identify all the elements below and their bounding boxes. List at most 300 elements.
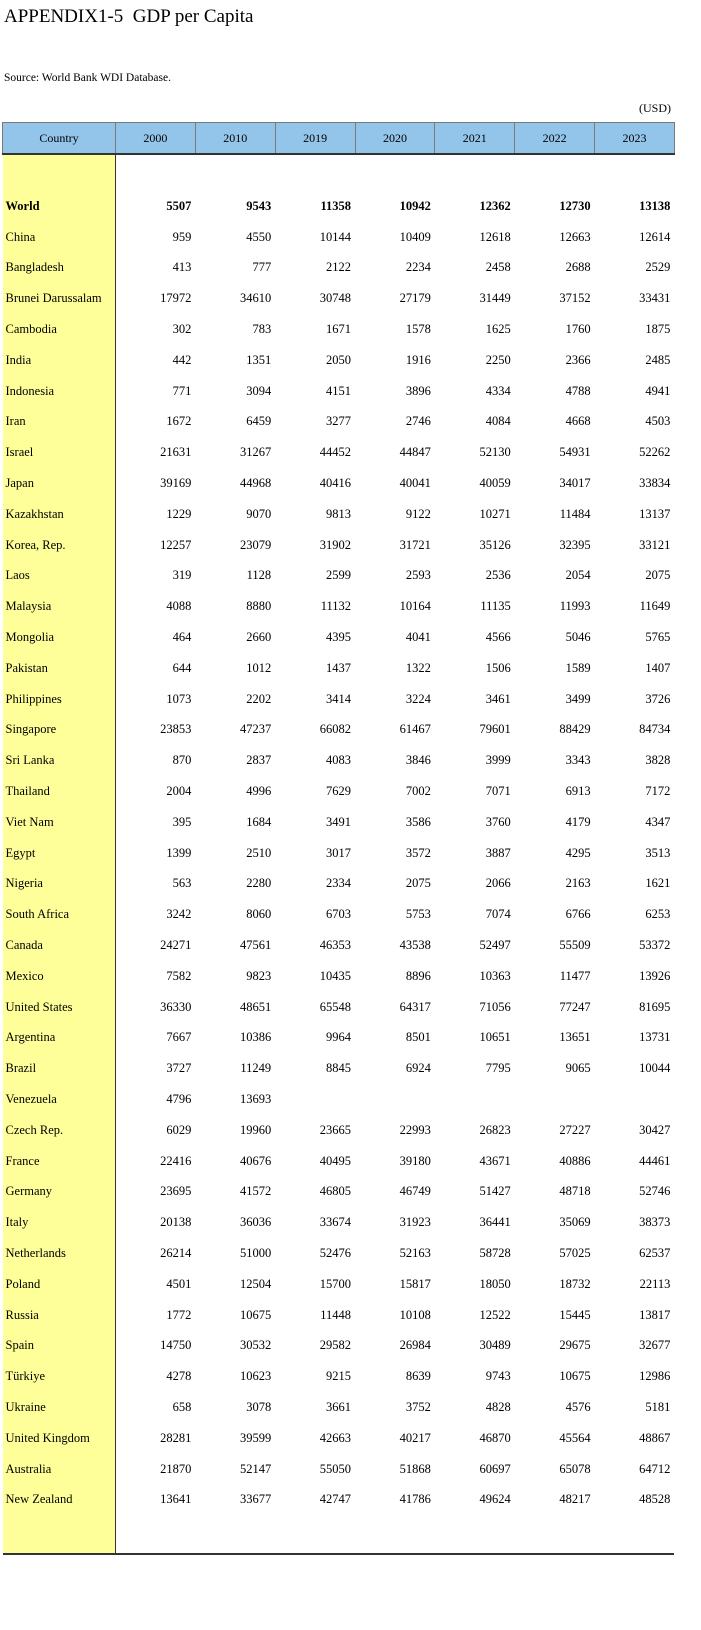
value-cell: 1589: [565, 660, 591, 675]
table-row: [3, 715, 675, 746]
value-cell: 44968: [239, 476, 272, 491]
country-cell: Italy: [3, 1207, 116, 1238]
spacer-cell: [275, 1515, 355, 1554]
column-header: 2023: [595, 123, 675, 155]
value-cell: 84734: [639, 722, 671, 737]
value-cell: 33674: [319, 1215, 352, 1230]
country-cell: Viet Nam: [3, 807, 116, 838]
value-cell: 10044: [639, 1061, 671, 1076]
value-cell: 30532: [239, 1338, 272, 1353]
table-row: [3, 622, 675, 653]
column-header: 2000: [116, 123, 196, 155]
value-cell: 13651: [559, 1030, 591, 1045]
value-cell: 1916: [405, 352, 431, 367]
value-cell: 48867: [639, 1430, 671, 1445]
value-cell: 8639: [405, 1369, 431, 1384]
value-cell: 31267: [239, 445, 272, 460]
spacer-cell: [515, 1515, 595, 1554]
value-cell: 1671: [326, 322, 352, 337]
value-cell: 48528: [639, 1492, 671, 1507]
value-cell: 1351: [246, 352, 272, 367]
value-cell: 54931: [559, 445, 591, 460]
country-cell: Venezuela: [3, 1084, 116, 1115]
value-cell: 9964: [326, 1030, 352, 1045]
value-cell: 13731: [639, 1030, 671, 1045]
table-row: [3, 961, 675, 992]
value-cell: 42747: [319, 1492, 352, 1507]
value-cell: 2688: [565, 260, 591, 275]
value-cell: 1128: [246, 568, 272, 583]
value-cell: 40886: [559, 1153, 591, 1168]
value-cell: 11448: [320, 1307, 352, 1322]
country-cell: Israel: [3, 437, 116, 468]
value-cell: 6459: [246, 414, 272, 429]
value-cell: 21631: [160, 445, 192, 460]
value-cell: 65078: [559, 1461, 591, 1476]
value-cell: 7071: [485, 784, 511, 799]
value-cell: 6029: [166, 1122, 192, 1137]
spacer-cell: [3, 1515, 116, 1554]
value-cell: 3224: [405, 691, 431, 706]
value-cell: 47237: [239, 722, 272, 737]
country-cell: Indonesia: [3, 376, 116, 407]
value-cell: 12504: [239, 1276, 272, 1291]
value-cell: 4347: [645, 814, 671, 829]
value-cell: 12663: [559, 229, 591, 244]
country-cell: Russia: [3, 1300, 116, 1331]
value-cell: 3499: [565, 691, 591, 706]
value-cell: 1229: [166, 506, 192, 521]
value-cell: 22993: [399, 1122, 431, 1137]
value-cell: 10942: [399, 198, 431, 213]
value-cell: 4083: [326, 753, 352, 768]
country-cell: Singapore: [3, 715, 116, 746]
value-cell: 2366: [565, 352, 591, 367]
value-cell: 46870: [479, 1430, 511, 1445]
value-cell: 52476: [319, 1245, 352, 1260]
value-cell: 12730: [559, 198, 591, 213]
country-cell: Egypt: [3, 838, 116, 869]
value-cell: 3752: [405, 1399, 431, 1414]
value-cell: 12986: [639, 1369, 671, 1384]
table-body: [3, 154, 675, 1554]
value-cell: 38373: [639, 1215, 671, 1230]
value-cell: 4941: [645, 383, 671, 398]
value-cell: 4996: [246, 784, 272, 799]
country-cell: Philippines: [3, 684, 116, 715]
value-cell: 13138: [639, 198, 671, 213]
value-cell: 11249: [240, 1061, 272, 1076]
value-cell: 35069: [559, 1215, 591, 1230]
table-row: [3, 838, 675, 869]
value-cell: 27227: [559, 1122, 591, 1137]
value-cell: 4576: [565, 1399, 591, 1414]
value-cell: 23853: [160, 722, 192, 737]
value-cell: 5046: [565, 630, 591, 645]
value-cell: 32395: [559, 537, 591, 552]
value-cell: 6924: [405, 1061, 431, 1076]
value-cell: 15445: [559, 1307, 591, 1322]
value-cell: 10435: [319, 968, 352, 983]
value-cell: 9215: [326, 1369, 352, 1384]
value-cell: 15700: [319, 1276, 352, 1291]
value-cell: 46353: [319, 938, 352, 953]
table-row: [3, 407, 675, 438]
value-cell: 81695: [639, 999, 671, 1014]
value-cell: 12618: [479, 229, 511, 244]
value-cell: 2250: [485, 352, 511, 367]
value-cell: 13817: [639, 1307, 671, 1322]
value-cell: 5507: [166, 198, 192, 213]
value-cell: [435, 1084, 515, 1115]
country-cell: Canada: [3, 930, 116, 961]
table-row: [3, 314, 675, 345]
value-cell: 4151: [326, 383, 352, 398]
value-cell: 31902: [319, 537, 352, 552]
country-cell: Argentina: [3, 1023, 116, 1054]
value-cell: 3277: [326, 414, 352, 429]
table-row: [3, 1454, 675, 1485]
value-cell: [355, 1084, 435, 1115]
value-cell: 44452: [319, 445, 352, 460]
country-cell: Germany: [3, 1177, 116, 1208]
table-row: [3, 684, 675, 715]
value-cell: 1672: [166, 414, 192, 429]
value-cell: 4828: [485, 1399, 511, 1414]
value-cell: 55509: [559, 938, 591, 953]
column-header: 2019: [275, 123, 355, 155]
value-cell: 10651: [479, 1030, 511, 1045]
value-cell: 3887: [485, 845, 511, 860]
value-cell: 36036: [239, 1215, 272, 1230]
spacer-cell: [195, 154, 275, 191]
value-cell: 44847: [399, 445, 431, 460]
table-row: [3, 499, 675, 530]
value-cell: 12257: [160, 537, 192, 552]
value-cell: 51868: [399, 1461, 431, 1476]
value-cell: 3999: [485, 753, 511, 768]
value-cell: 41572: [239, 1184, 272, 1199]
table-row: [3, 530, 675, 561]
value-cell: 10623: [239, 1369, 272, 1384]
value-cell: 4796: [166, 1092, 192, 1106]
value-cell: 10409: [399, 229, 431, 244]
value-cell: 8060: [246, 907, 272, 922]
value-cell: 40676: [239, 1153, 272, 1168]
value-cell: 41786: [399, 1492, 431, 1507]
table-row: [3, 1238, 675, 1269]
value-cell: 13641: [160, 1492, 192, 1507]
country-cell: Spain: [3, 1330, 116, 1361]
value-cell: 3491: [326, 814, 352, 829]
value-cell: 31721: [399, 537, 431, 552]
value-cell: 40495: [319, 1153, 352, 1168]
table-row: [3, 745, 675, 776]
value-cell: [515, 1084, 595, 1115]
value-cell: 563: [172, 876, 192, 891]
value-cell: 52130: [479, 445, 511, 460]
value-cell: 39169: [160, 476, 192, 491]
value-cell: 65548: [319, 999, 352, 1014]
value-cell: 12522: [479, 1307, 511, 1322]
value-cell: 2050: [326, 352, 352, 367]
value-cell: 11132: [320, 599, 352, 614]
value-cell: 6913: [565, 784, 591, 799]
country-cell: Cambodia: [3, 314, 116, 345]
value-cell: 4088: [166, 599, 192, 614]
value-cell: 30489: [479, 1338, 511, 1353]
value-cell: 5753: [405, 907, 431, 922]
page-title: APPENDIX1-5 GDP per Capita: [4, 6, 254, 27]
value-cell: 319: [172, 568, 192, 583]
value-cell: 3726: [645, 691, 671, 706]
table-row: [3, 1269, 675, 1300]
country-cell: Bangladesh: [3, 253, 116, 284]
value-cell: 3661: [326, 1399, 352, 1414]
spacer-cell: [195, 1515, 275, 1554]
value-cell: 2510: [246, 845, 272, 860]
value-cell: 36330: [160, 999, 192, 1014]
table-row: [3, 591, 675, 622]
value-cell: 64712: [639, 1461, 671, 1476]
value-cell: 1772: [166, 1307, 192, 1322]
table-row: [3, 1392, 675, 1423]
table-row: [3, 1484, 675, 1515]
table-row: [3, 807, 675, 838]
value-cell: 52147: [239, 1461, 272, 1476]
value-cell: 10108: [399, 1307, 431, 1322]
value-cell: 4668: [565, 414, 591, 429]
value-cell: 10271: [479, 506, 511, 521]
value-cell: 9070: [246, 506, 272, 521]
value-cell: 18732: [559, 1276, 591, 1291]
value-cell: 3513: [645, 845, 671, 860]
value-cell: 26984: [399, 1338, 431, 1353]
end-spacer-row: [3, 1515, 675, 1554]
column-header: Country: [3, 123, 116, 155]
value-cell: 14750: [160, 1338, 192, 1353]
value-cell: 34610: [239, 291, 272, 306]
value-cell: 2529: [645, 260, 671, 275]
column-header: 2022: [515, 123, 595, 155]
value-cell: 3896: [405, 383, 431, 398]
value-cell: 51427: [479, 1184, 511, 1199]
table-row: [3, 776, 675, 807]
value-cell: 40217: [399, 1430, 431, 1445]
value-cell: 8501: [405, 1030, 431, 1045]
table-row: [3, 992, 675, 1023]
value-cell: 34017: [559, 476, 591, 491]
value-cell: 43671: [479, 1153, 511, 1168]
value-cell: 26823: [479, 1122, 511, 1137]
value-cell: 35126: [479, 537, 511, 552]
value-cell: 9743: [485, 1369, 511, 1384]
value-cell: 9065: [565, 1061, 591, 1076]
value-cell: [275, 1084, 355, 1115]
value-cell: 45564: [559, 1430, 591, 1445]
country-cell: Brunei Darussalam: [3, 283, 116, 314]
value-cell: 66082: [319, 722, 352, 737]
value-cell: 3414: [326, 691, 352, 706]
value-cell: 31923: [399, 1215, 431, 1230]
value-cell: 1625: [485, 322, 511, 337]
table-row: [3, 437, 675, 468]
value-cell: 26214: [160, 1245, 192, 1260]
value-cell: 3572: [405, 845, 431, 860]
value-cell: 52262: [639, 445, 671, 460]
value-cell: 1407: [645, 660, 671, 675]
value-cell: 37152: [559, 291, 591, 306]
value-cell: 33677: [239, 1492, 272, 1507]
value-cell: 7795: [485, 1061, 511, 1076]
value-cell: 7629: [326, 784, 352, 799]
value-cell: 783: [252, 322, 272, 337]
value-cell: 8880: [246, 599, 272, 614]
value-cell: 4395: [326, 630, 352, 645]
value-cell: 2066: [485, 876, 511, 891]
value-cell: 1399: [166, 845, 192, 860]
value-cell: 1621: [645, 876, 671, 891]
value-cell: 48651: [239, 999, 272, 1014]
value-cell: 10675: [239, 1307, 272, 1322]
unit-label: (USD): [639, 101, 671, 115]
country-cell: World: [3, 191, 116, 222]
value-cell: 2837: [246, 753, 272, 768]
value-cell: 33834: [639, 476, 671, 491]
country-cell: Brazil: [3, 1053, 116, 1084]
table-row: [3, 1115, 675, 1146]
value-cell: 1506: [485, 660, 511, 675]
spacer-cell: [515, 154, 595, 191]
country-cell: Malaysia: [3, 591, 116, 622]
value-cell: 53372: [639, 938, 671, 953]
value-cell: 13693: [239, 1092, 272, 1106]
value-cell: 6253: [645, 907, 671, 922]
value-cell: 52497: [479, 938, 511, 953]
value-cell: 49624: [479, 1492, 511, 1507]
value-cell: 442: [172, 352, 192, 367]
value-cell: 10386: [239, 1030, 272, 1045]
country-cell: South Africa: [3, 899, 116, 930]
value-cell: 3343: [565, 753, 591, 768]
value-cell: 1875: [645, 322, 671, 337]
value-cell: 9122: [405, 506, 431, 521]
value-cell: 11993: [559, 599, 591, 614]
value-cell: 64317: [399, 999, 431, 1014]
value-cell: 2746: [405, 414, 431, 429]
value-cell: 27179: [399, 291, 431, 306]
value-cell: 3461: [485, 691, 511, 706]
table-row: [3, 899, 675, 930]
value-cell: 771: [172, 383, 192, 398]
country-cell: Czech Rep.: [3, 1115, 116, 1146]
value-cell: 79601: [479, 722, 511, 737]
value-cell: 77247: [559, 999, 591, 1014]
value-cell: 23695: [160, 1184, 192, 1199]
spacer-cell: [595, 154, 675, 191]
value-cell: 60697: [479, 1461, 511, 1476]
value-cell: 2660: [246, 630, 272, 645]
value-cell: 5181: [645, 1399, 671, 1414]
spacer-cell: [435, 154, 515, 191]
table-row: [3, 1023, 675, 1054]
table-row: [3, 1330, 675, 1361]
value-cell: 5765: [645, 630, 671, 645]
value-cell: 2122: [326, 260, 352, 275]
value-cell: 28281: [160, 1430, 192, 1445]
column-header: 2010: [195, 123, 275, 155]
value-cell: 1437: [326, 660, 352, 675]
table-row: [3, 1177, 675, 1208]
table-row: [3, 930, 675, 961]
value-cell: 11358: [320, 198, 352, 213]
value-cell: 11649: [639, 599, 671, 614]
table-row: [3, 222, 675, 253]
value-cell: 19960: [239, 1122, 272, 1137]
value-cell: 24271: [160, 938, 192, 953]
value-cell: 8845: [326, 1061, 352, 1076]
table-row: [3, 1361, 675, 1392]
country-cell: Kazakhstan: [3, 499, 116, 530]
value-cell: 3846: [405, 753, 431, 768]
table-row: [3, 1146, 675, 1177]
value-cell: 870: [172, 753, 192, 768]
value-cell: 29675: [559, 1338, 591, 1353]
value-cell: 15817: [399, 1276, 431, 1291]
value-cell: 6703: [326, 907, 352, 922]
value-cell: 2163: [565, 876, 591, 891]
value-cell: 464: [172, 630, 192, 645]
value-cell: 3760: [485, 814, 511, 829]
value-cell: 2280: [246, 876, 272, 891]
table-row: [3, 191, 675, 222]
country-cell-spacer: [3, 154, 116, 191]
value-cell: 4295: [565, 845, 591, 860]
value-cell: 40416: [319, 476, 352, 491]
value-cell: 10144: [319, 229, 352, 244]
value-cell: 2075: [405, 876, 431, 891]
table-row: [3, 345, 675, 376]
value-cell: 3828: [645, 753, 671, 768]
value-cell: 20138: [160, 1215, 192, 1230]
value-cell: 2599: [326, 568, 352, 583]
value-cell: 4550: [246, 229, 272, 244]
value-cell: 3017: [326, 845, 352, 860]
value-cell: 46749: [399, 1184, 431, 1199]
value-cell: 23665: [319, 1122, 352, 1137]
table-row: [3, 253, 675, 284]
spacer-cell: [275, 154, 355, 191]
value-cell: 12614: [639, 229, 671, 244]
value-cell: 71056: [479, 999, 511, 1014]
value-cell: 47561: [239, 938, 272, 953]
table-row: [3, 561, 675, 592]
value-cell: 2334: [326, 876, 352, 891]
value-cell: 33121: [639, 537, 671, 552]
value-cell: 29582: [319, 1338, 352, 1353]
value-cell: 1073: [166, 691, 192, 706]
country-cell: France: [3, 1146, 116, 1177]
value-cell: 17972: [160, 291, 192, 306]
value-cell: 33431: [639, 291, 671, 306]
country-cell: Korea, Rep.: [3, 530, 116, 561]
spacer-cell: [355, 154, 435, 191]
country-cell: Netherlands: [3, 1238, 116, 1269]
table-row: [3, 468, 675, 499]
value-cell: 2075: [645, 568, 671, 583]
value-cell: 4179: [565, 814, 591, 829]
value-cell: 22416: [160, 1153, 192, 1168]
